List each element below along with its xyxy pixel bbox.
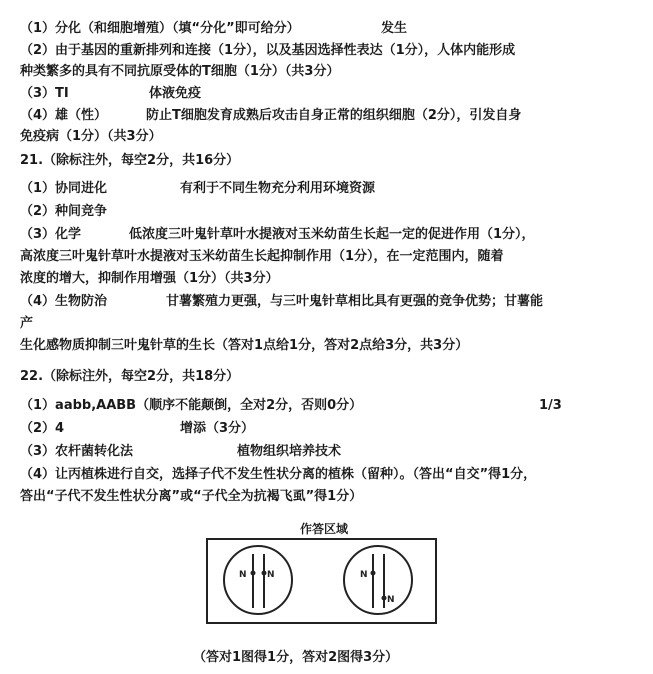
line-18-answer: 增添（3分） bbox=[180, 421, 255, 436]
chromosome-diagrams bbox=[208, 540, 435, 622]
line-8-answer: 有利于不同生物充分利用环境资源 bbox=[180, 181, 376, 196]
gene-label-1b: N bbox=[267, 570, 275, 580]
line-21: 答出“子代不发生性状分离”或“子代全为抗褐飞虱”得1分） bbox=[20, 489, 363, 504]
section-21-heading: 21.（除标注外，每空2分，共16分） bbox=[20, 153, 240, 168]
section-22-heading: 22.（除标注外，每空2分，共18分） bbox=[20, 369, 240, 384]
line-4: （3）TI bbox=[20, 86, 69, 101]
line-12: 浓度的增大，抑制作用增强（1分）（共3分） bbox=[20, 271, 279, 286]
line-14: 产 bbox=[20, 316, 34, 331]
gene-label-2a: N bbox=[360, 570, 368, 580]
line-3: 种类繁多的具有不同抗原受体的T细胞（1分）（共3分） bbox=[20, 64, 340, 79]
gene-locus-2b bbox=[382, 596, 387, 601]
line-19: （3）农杆菌转化法 bbox=[20, 444, 134, 459]
line-20: （4）让丙植株进行自交，选择子代不发生性状分离的植株（留种）。（答出“自交”得1分， bbox=[20, 467, 537, 482]
answer-region-title: 作答区域 bbox=[300, 522, 349, 536]
line-10-answer: 低浓度三叶鬼针草叶水提液对玉米幼苗生长起一定的促进作用（1分）， bbox=[129, 227, 535, 242]
gene-label-2b: N bbox=[387, 595, 395, 605]
cell-diagram-2 bbox=[344, 546, 412, 614]
line-13-answer: 甘薯繁殖力更强，与三叶鬼针草相比具有更强的竞争优势；甘薯能 bbox=[166, 294, 544, 309]
answer-region-box bbox=[206, 538, 437, 624]
line-13: （4）生物防治 bbox=[20, 294, 108, 309]
scoring-caption: （答对1图得1分，答对2图得3分） bbox=[193, 650, 399, 665]
line-5-answer: 防止T细胞发育成熟后攻击自身正常的组织细胞（2分），引发自身 bbox=[146, 108, 522, 123]
cell-diagram-1 bbox=[224, 546, 292, 614]
line-1-answer: 发生 bbox=[381, 21, 408, 36]
line-19-answer: 植物组织培养技术 bbox=[237, 444, 342, 459]
gene-locus-1b bbox=[262, 571, 267, 576]
line-5: （4）雄（性） bbox=[20, 108, 108, 123]
line-6: 免疫病（1分）（共3分） bbox=[20, 129, 162, 144]
line-11: 高浓度三叶鬼针草叶水提液对玉米幼苗生长起抑制作用（1分），在一定范围内，随着 bbox=[20, 249, 504, 264]
line-17: （1）aabb,AABB（顺序不能颠倒，全对2分，否则0分） bbox=[20, 398, 363, 413]
cell-membrane-2 bbox=[344, 546, 412, 614]
gene-locus-1a bbox=[251, 571, 256, 576]
line-2: （2）由于基因的重新排列和连接（1分），以及基因选择性表达（1分），人体内能形成 bbox=[20, 43, 516, 58]
line-1: （1）分化（和细胞增殖）（填“分化”即可给分） bbox=[20, 21, 300, 36]
line-9: （2）种间竞争 bbox=[20, 204, 108, 219]
line-8: （1）协同进化 bbox=[20, 181, 108, 196]
line-15: 生化感物质抑制三叶鬼针草的生长（答对1点给1分，答对2点给3分，共3分） bbox=[20, 338, 469, 353]
gene-label-1a: N bbox=[239, 570, 247, 580]
line-10: （3）化学 bbox=[20, 227, 82, 242]
cell-membrane-1 bbox=[224, 546, 292, 614]
line-17-answer: 1/3 bbox=[539, 398, 562, 413]
line-4-answer: 体液免疫 bbox=[149, 86, 202, 101]
line-18: （2）4 bbox=[20, 421, 65, 436]
gene-locus-2a bbox=[371, 571, 376, 576]
